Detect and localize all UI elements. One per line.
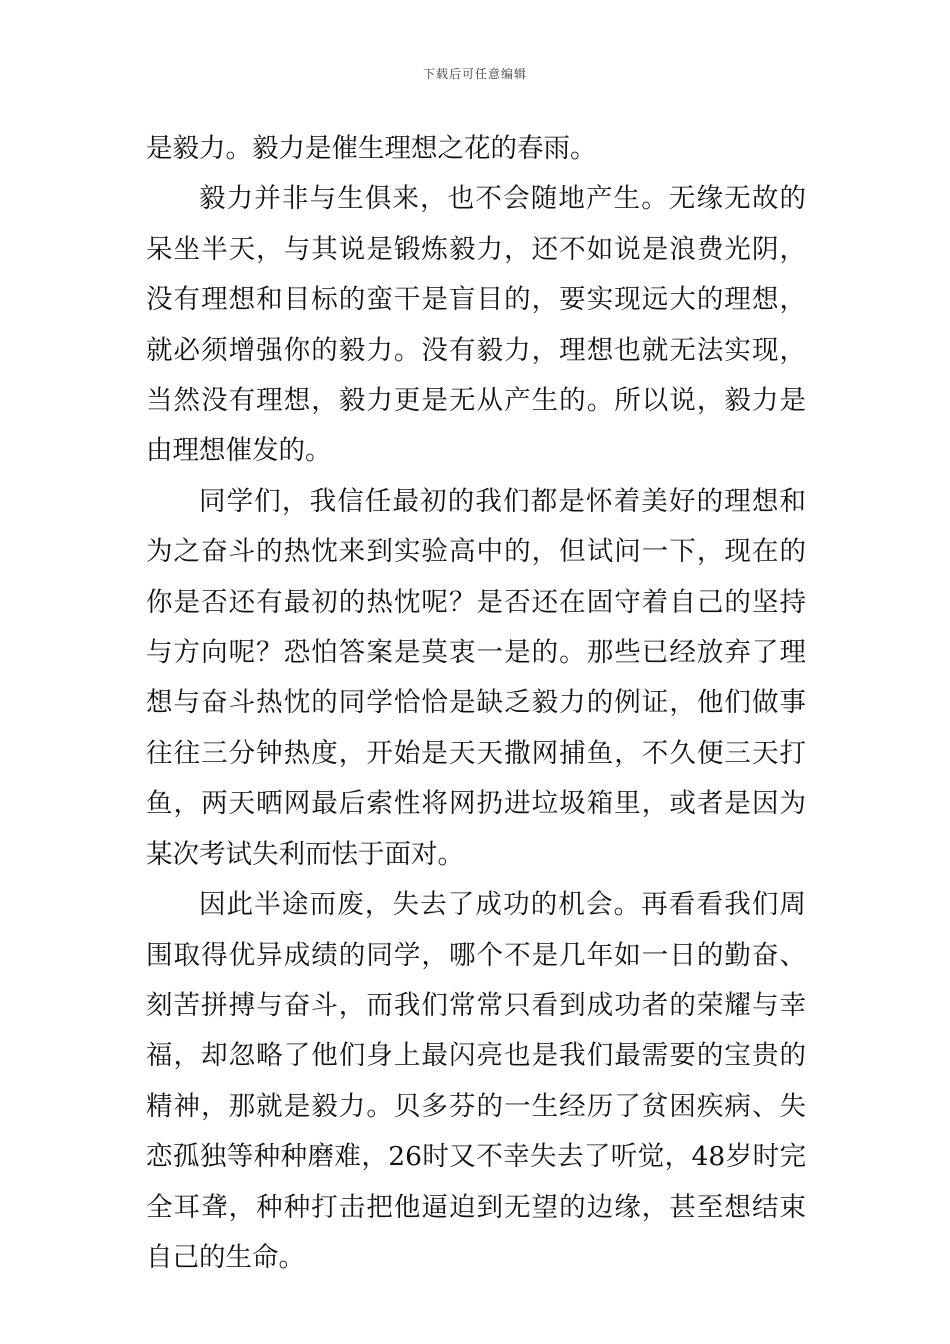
paragraph-4: 因此半途而废，失去了成功的机会。再看看我们周围取得优异成绩的同学，哪个不是几年如一日的勤奋、刻苦拼搏与奋斗，而我们常常只看到成功者的荣耀与幸福，却忽略了他们身上最闪亮也是我们最需要的宝贵的精神，那就是毅力。贝多芬的一生经历了贫困疾病、失恋孤独等种种磨难，26时又不幸失去了听觉，48岁时完全耳聋，种种打击把他逼迫到无望的边缘，甚至想结束自己的生命。	[146, 889, 806, 1273]
paragraph-1: 是毅力。毅力是催生理想之花的春雨。	[146, 133, 597, 164]
paragraph-2: 毅力并非与生俱来，也不会随地产生。无缘无故的呆坐半天，与其说是锻炼毅力，还不如说是浪费光阴，没有理想和目标的蛮干是盲目的，要实现远大的理想，就必须增强你的毅力。没有毅力，理想也就无法实现，当然没有理想，毅力更是无从产生的。所以说，毅力是由理想催发的。	[146, 183, 806, 467]
paragraph-3: 同学们，我信任最初的我们都是怀着美好的理想和为之奋斗的热忱来到实验高中的，但试问一下，现在的你是否还有最初的热忱呢？是否还在固守着自己的坚持与方向呢？恐怕答案是莫衷一是的。那些已经放弃了理想与奋斗热忱的同学恰恰是缺乏毅力的例证，他们做事往往三分钟热度，开始是天天撒网捕鱼，不久便三天打鱼，两天晒网最后索性将网扔进垃圾箱里，或者是因为某次考试失利而怯于面对。	[146, 485, 806, 870]
page-header: 下载后可任意编辑	[422, 67, 527, 81]
document-body	[146, 124, 806, 1283]
